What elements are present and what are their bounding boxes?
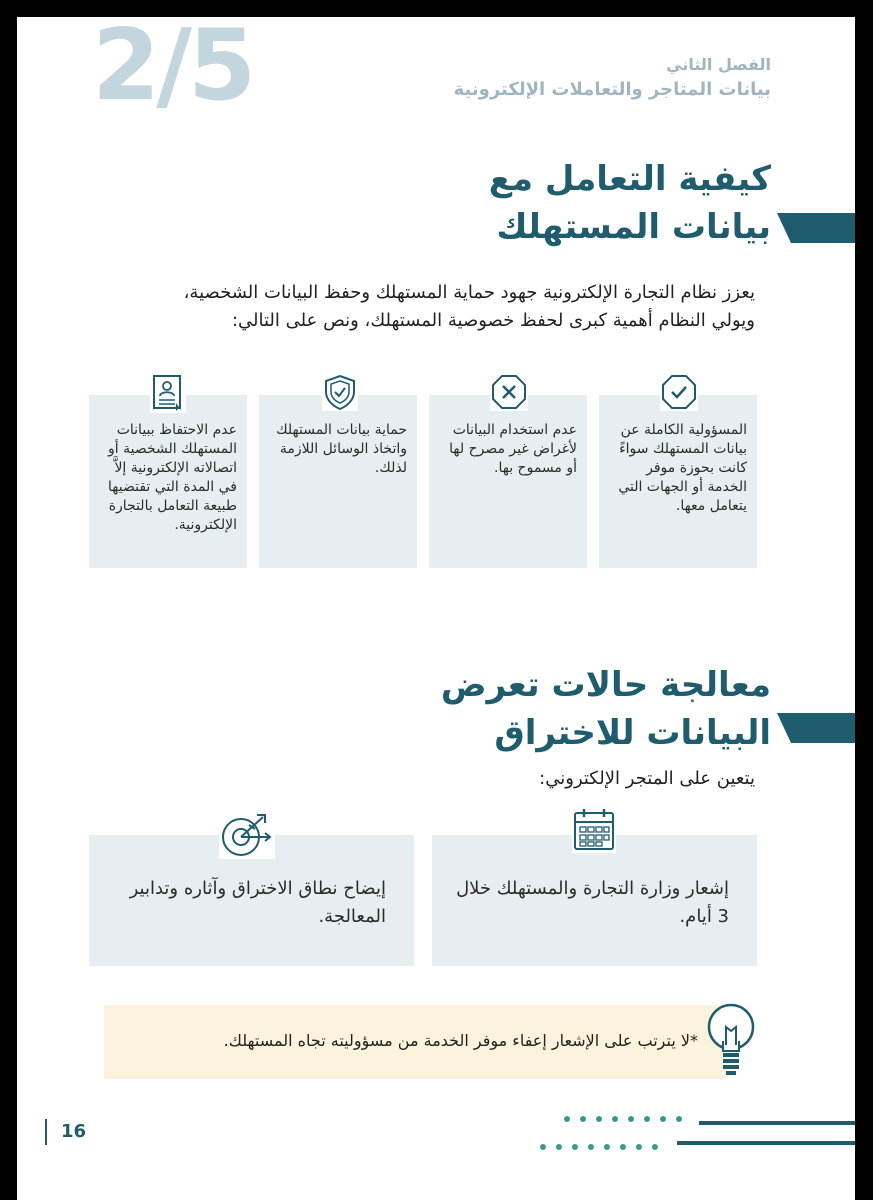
card-data-retention-text: عدم الاحتفاظ ببيانات المستهلك الشخصية أو اتصالاته الإلكترونية إلاَّ في المدة التي تقتضيها طبيعة التعامل بالتجارة الإلكترونية.: [108, 422, 237, 533]
note-box: [104, 1005, 726, 1079]
card-data-protection-text: حماية بيانات المستهلك واتخاذ الوسائل اللازمة لذلك.: [276, 422, 407, 476]
card-no-misuse-text: عدم استخدام البيانات لأغراض غير مصرح لها أو مسموح بها.: [449, 422, 577, 476]
page: [17, 17, 855, 1200]
card-clarify-breach-text: إيضاح نطاق الاختراق وآثاره وتدابير المعالجة.: [129, 878, 386, 927]
card-responsibility-text: المسؤولية الكاملة عن بيانات المستهلك سواءً كانت بحوزة موفر الخدمة أو الجهات التي يتعامل معها.: [618, 422, 747, 514]
section2-title: [441, 661, 771, 757]
section2-title-line1: معالجة حالات تعرض: [440, 665, 771, 705]
chapter-label: الفصل الثاني: [666, 55, 771, 74]
footer-dots: [537, 1111, 697, 1157]
breach-scope-icon: [219, 809, 275, 859]
page-number-divider: [45, 1119, 47, 1145]
shield-check-icon: [322, 373, 358, 411]
footer-line-bottom: [677, 1141, 855, 1145]
page-number: 16: [61, 1121, 87, 1142]
card-notify-ministry-text: إشعار وزارة التجارة والمستهلك خلال 3 أيام.: [456, 878, 729, 927]
note-text: *لا يترتب على الإشعار إعفاء موفر الخدمة من مسؤوليته تجاه المستهلك.: [223, 1031, 698, 1050]
section1-title-bar: [791, 213, 855, 243]
card-notify-ministry: [432, 835, 757, 966]
shield-check-octagon-icon: [660, 373, 698, 411]
section2-title-line2: البيانات للاختراق: [494, 713, 771, 753]
card-responsibility: [599, 395, 757, 568]
section1-intro: [75, 279, 755, 335]
section1-title-line2: بيانات المستهلك: [496, 207, 771, 247]
section1-title: [489, 155, 771, 251]
calendar-icon: [572, 807, 616, 853]
section2-intro: يتعين على المتجر الإلكتروني:: [539, 768, 755, 789]
section1-title-line1: كيفية التعامل مع: [488, 159, 771, 199]
card-no-misuse: [429, 395, 587, 568]
intro-line2: ويولي النظام أهمية كبرى لحفظ خصوصية المستهلك، ونص على التالي:: [231, 310, 755, 331]
card-data-protection: [259, 395, 417, 568]
chapter-title: بيانات المتاجر والتعاملات الإلكترونية: [453, 79, 771, 100]
footer-line-top: [699, 1121, 855, 1125]
section2-title-bar: [791, 713, 855, 743]
intro-line1: يعزز نظام التجارة الإلكترونية جهود حماية المستهلك وحفظ البيانات الشخصية،: [183, 282, 755, 303]
id-document-icon: [150, 373, 186, 413]
chapter-number: 2/5: [92, 17, 253, 123]
card-data-retention: [89, 395, 247, 568]
lightbulb-icon: [705, 1001, 757, 1083]
x-octagon-icon: [490, 373, 528, 411]
